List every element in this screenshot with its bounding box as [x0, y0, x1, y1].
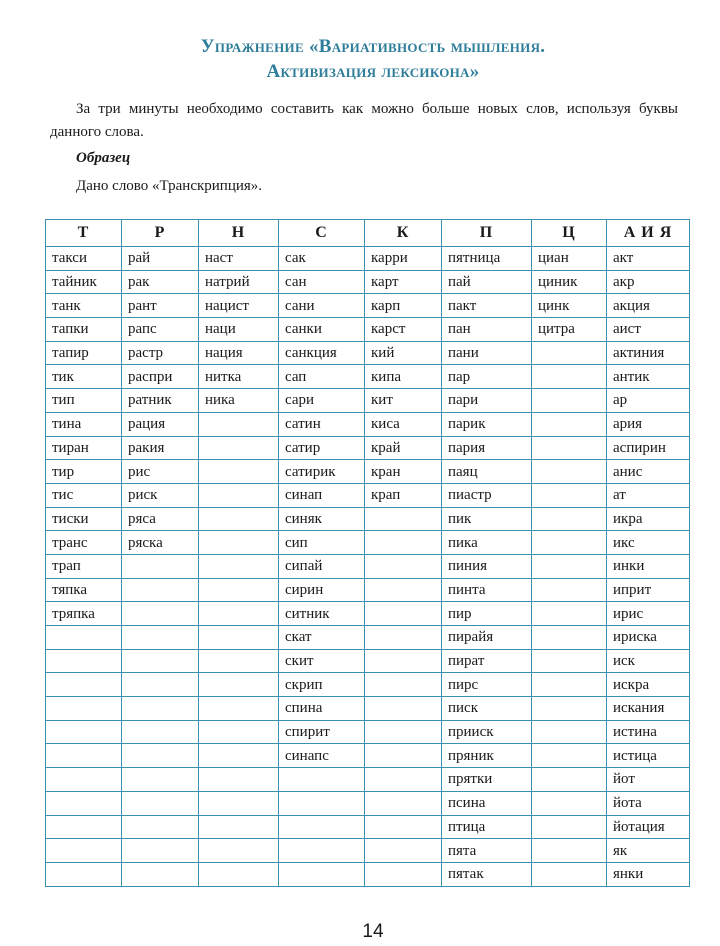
table-cell: [532, 862, 607, 886]
table-cell: иск: [607, 649, 690, 673]
table-cell: аспирин: [607, 436, 690, 460]
table-cell: крап: [365, 483, 442, 507]
table-cell: растр: [122, 341, 199, 365]
table-cell: истина: [607, 720, 690, 744]
table-cell: тик: [46, 365, 122, 389]
table-cell: прииск: [442, 720, 532, 744]
table-cell: рис: [122, 460, 199, 484]
table-cell: истица: [607, 744, 690, 768]
table-row: [46, 815, 690, 839]
table-row: [46, 720, 690, 744]
table-cell: пинта: [442, 578, 532, 602]
table-cell: сан: [279, 270, 365, 294]
table-cell: такси: [46, 247, 122, 271]
table-cell: [122, 862, 199, 886]
table-cell: [199, 412, 279, 436]
table-cell: спирит: [279, 720, 365, 744]
table-cell: [122, 602, 199, 626]
table-cell: пирайя: [442, 626, 532, 650]
table-cell: [46, 720, 122, 744]
intro-paragraph: За три минуты необходимо составить как можно больше новых слов, используя буквы данного слова.: [50, 101, 678, 140]
table-cell: [199, 697, 279, 721]
table-cell: [199, 862, 279, 886]
table-cell: ратник: [122, 389, 199, 413]
table-cell: [532, 839, 607, 863]
column-header: Р: [122, 220, 199, 247]
table-cell: [532, 341, 607, 365]
table-cell: натрий: [199, 270, 279, 294]
table-cell: циник: [532, 270, 607, 294]
table-cell: [365, 626, 442, 650]
table-cell: актиния: [607, 341, 690, 365]
table-cell: тапир: [46, 341, 122, 365]
table-cell: [199, 602, 279, 626]
table-cell: танк: [46, 294, 122, 318]
table-cell: пар: [442, 365, 532, 389]
table-row: [46, 341, 690, 365]
table-cell: [199, 507, 279, 531]
given-word-text: Дано слово «Транскрипция».: [76, 178, 263, 194]
table-cell: [532, 483, 607, 507]
table-cell: [199, 720, 279, 744]
table-cell: [279, 862, 365, 886]
table-cell: [365, 578, 442, 602]
table-cell: паяц: [442, 460, 532, 484]
table-cell: [199, 460, 279, 484]
table-cell: прятки: [442, 768, 532, 792]
table-row: [46, 270, 690, 294]
table-cell: [122, 554, 199, 578]
table-cell: [532, 649, 607, 673]
table-cell: [122, 626, 199, 650]
table-cell: [199, 815, 279, 839]
table-cell: кипа: [365, 365, 442, 389]
table-cell: [199, 649, 279, 673]
table-cell: тир: [46, 460, 122, 484]
table-cell: янки: [607, 862, 690, 886]
table-cell: санки: [279, 318, 365, 342]
table-row: [46, 626, 690, 650]
table-cell: пакт: [442, 294, 532, 318]
table-cell: [46, 791, 122, 815]
table-cell: пик: [442, 507, 532, 531]
table-cell: [122, 649, 199, 673]
table-cell: рак: [122, 270, 199, 294]
table-cell: карт: [365, 270, 442, 294]
table-cell: [279, 815, 365, 839]
table-cell: [122, 768, 199, 792]
table-cell: икс: [607, 531, 690, 555]
table-cell: цитра: [532, 318, 607, 342]
table-cell: [279, 839, 365, 863]
table-cell: спина: [279, 697, 365, 721]
table-cell: синяк: [279, 507, 365, 531]
table-cell: [199, 436, 279, 460]
table-row: [46, 768, 690, 792]
table-row: [46, 578, 690, 602]
table-cell: пика: [442, 531, 532, 555]
table-cell: кий: [365, 341, 442, 365]
table-cell: [532, 673, 607, 697]
table-cell: цинк: [532, 294, 607, 318]
table-row: [46, 412, 690, 436]
table-cell: [46, 839, 122, 863]
table-cell: [365, 602, 442, 626]
table-cell: трап: [46, 554, 122, 578]
table-cell: [199, 483, 279, 507]
table-cell: [532, 436, 607, 460]
table-cell: [532, 578, 607, 602]
page-number: 14: [362, 921, 384, 942]
table-cell: синапс: [279, 744, 365, 768]
table-cell: транс: [46, 531, 122, 555]
table-cell: [532, 365, 607, 389]
words-table-body: [46, 247, 690, 887]
table-cell: [46, 744, 122, 768]
table-cell: [46, 862, 122, 886]
table-cell: [532, 815, 607, 839]
table-cell: [365, 531, 442, 555]
table-cell: парик: [442, 412, 532, 436]
table-cell: тиски: [46, 507, 122, 531]
table-cell: пан: [442, 318, 532, 342]
table-cell: рапс: [122, 318, 199, 342]
table-cell: пария: [442, 436, 532, 460]
table-cell: [122, 815, 199, 839]
column-header: А И Я: [607, 220, 690, 247]
table-cell: йота: [607, 791, 690, 815]
table-cell: рай: [122, 247, 199, 271]
table-cell: пиастр: [442, 483, 532, 507]
table-cell: [199, 626, 279, 650]
table-cell: тяпка: [46, 578, 122, 602]
table-cell: рант: [122, 294, 199, 318]
column-header: Н: [199, 220, 279, 247]
table-row: [46, 673, 690, 697]
table-cell: [199, 839, 279, 863]
table-cell: [46, 673, 122, 697]
table-cell: [532, 697, 607, 721]
table-cell: антик: [607, 365, 690, 389]
table-row: [46, 649, 690, 673]
table-cell: [46, 697, 122, 721]
table-cell: йотация: [607, 815, 690, 839]
table-cell: псина: [442, 791, 532, 815]
table-cell: край: [365, 436, 442, 460]
table-row: [46, 531, 690, 555]
table-cell: тиран: [46, 436, 122, 460]
table-cell: синап: [279, 483, 365, 507]
table-cell: сани: [279, 294, 365, 318]
table-cell: [532, 768, 607, 792]
table-cell: [365, 744, 442, 768]
table-cell: пари: [442, 389, 532, 413]
table-cell: [199, 554, 279, 578]
table-cell: икра: [607, 507, 690, 531]
table-row: [46, 389, 690, 413]
table-cell: [122, 720, 199, 744]
table-cell: [532, 412, 607, 436]
table-cell: [532, 460, 607, 484]
table-cell: наст: [199, 247, 279, 271]
table-cell: [532, 791, 607, 815]
words-table: [45, 219, 690, 887]
table-cell: [365, 720, 442, 744]
table-cell: нацист: [199, 294, 279, 318]
table-cell: наци: [199, 318, 279, 342]
table-cell: ситник: [279, 602, 365, 626]
table-cell: [365, 554, 442, 578]
table-cell: [532, 389, 607, 413]
table-cell: нация: [199, 341, 279, 365]
table-cell: инки: [607, 554, 690, 578]
table-row: [46, 791, 690, 815]
table-row: [46, 862, 690, 886]
table-cell: [532, 531, 607, 555]
table-cell: [199, 744, 279, 768]
table-row: [46, 294, 690, 318]
table-cell: [365, 768, 442, 792]
table-row: [46, 483, 690, 507]
column-header: С: [279, 220, 365, 247]
table-cell: [365, 815, 442, 839]
table-cell: тип: [46, 389, 122, 413]
table-cell: [365, 673, 442, 697]
table-cell: ника: [199, 389, 279, 413]
table-cell: [122, 791, 199, 815]
table-cell: ириска: [607, 626, 690, 650]
table-cell: [46, 768, 122, 792]
table-cell: карри: [365, 247, 442, 271]
table-row: [46, 365, 690, 389]
table-row: [46, 436, 690, 460]
table-cell: [199, 578, 279, 602]
table-cell: ряска: [122, 531, 199, 555]
table-cell: сап: [279, 365, 365, 389]
table-cell: [365, 839, 442, 863]
table-cell: нитка: [199, 365, 279, 389]
table-cell: сари: [279, 389, 365, 413]
table-cell: [46, 649, 122, 673]
exercise-title-line-1: Упражнение «Вариативность мышления.: [200, 36, 546, 57]
table-cell: сатир: [279, 436, 365, 460]
table-cell: пир: [442, 602, 532, 626]
table-cell: киса: [365, 412, 442, 436]
table-cell: [122, 697, 199, 721]
table-cell: [279, 791, 365, 815]
table-row: [46, 554, 690, 578]
table-cell: [199, 531, 279, 555]
table-cell: акция: [607, 294, 690, 318]
table-row: [46, 247, 690, 271]
table-cell: ракия: [122, 436, 199, 460]
table-cell: пята: [442, 839, 532, 863]
table-cell: сатирик: [279, 460, 365, 484]
table-cell: скрип: [279, 673, 365, 697]
table-cell: [46, 815, 122, 839]
table-cell: [46, 626, 122, 650]
table-cell: ар: [607, 389, 690, 413]
table-cell: як: [607, 839, 690, 863]
table-cell: [365, 862, 442, 886]
table-cell: ряса: [122, 507, 199, 531]
table-cell: анис: [607, 460, 690, 484]
column-header: П: [442, 220, 532, 247]
table-cell: [199, 768, 279, 792]
table-row: [46, 318, 690, 342]
table-cell: карп: [365, 294, 442, 318]
table-cell: [365, 649, 442, 673]
table-cell: пряник: [442, 744, 532, 768]
table-cell: пирс: [442, 673, 532, 697]
table-cell: писк: [442, 697, 532, 721]
table-cell: акт: [607, 247, 690, 271]
table-cell: кит: [365, 389, 442, 413]
table-cell: [532, 507, 607, 531]
table-cell: ирис: [607, 602, 690, 626]
table-cell: пай: [442, 270, 532, 294]
table-cell: сипай: [279, 554, 365, 578]
table-cell: [365, 507, 442, 531]
table-cell: циан: [532, 247, 607, 271]
table-cell: сип: [279, 531, 365, 555]
table-row: [46, 839, 690, 863]
table-cell: [532, 554, 607, 578]
table-cell: [532, 720, 607, 744]
table-cell: скит: [279, 649, 365, 673]
table-cell: [532, 626, 607, 650]
table-cell: акр: [607, 270, 690, 294]
table-cell: тис: [46, 483, 122, 507]
table-cell: [365, 791, 442, 815]
table-cell: [532, 744, 607, 768]
table-cell: [122, 744, 199, 768]
table-cell: ария: [607, 412, 690, 436]
table-cell: пятак: [442, 862, 532, 886]
table-cell: [122, 673, 199, 697]
table-cell: скат: [279, 626, 365, 650]
table-cell: карст: [365, 318, 442, 342]
table-cell: тайник: [46, 270, 122, 294]
table-cell: рация: [122, 412, 199, 436]
table-cell: птица: [442, 815, 532, 839]
table-cell: пиния: [442, 554, 532, 578]
table-row: [46, 507, 690, 531]
table-cell: [279, 768, 365, 792]
exercise-title: [0, 34, 720, 84]
table-cell: сак: [279, 247, 365, 271]
table-cell: распри: [122, 365, 199, 389]
table-cell: тряпка: [46, 602, 122, 626]
table-cell: [122, 839, 199, 863]
table-cell: [199, 673, 279, 697]
table-cell: ат: [607, 483, 690, 507]
table-cell: санкция: [279, 341, 365, 365]
column-header: К: [365, 220, 442, 247]
table-cell: сатин: [279, 412, 365, 436]
table-cell: искра: [607, 673, 690, 697]
table-cell: пират: [442, 649, 532, 673]
table-cell: иприт: [607, 578, 690, 602]
table-cell: тина: [46, 412, 122, 436]
table-cell: риск: [122, 483, 199, 507]
table-cell: [199, 791, 279, 815]
column-header: Ц: [532, 220, 607, 247]
table-row: [46, 602, 690, 626]
table-cell: [532, 602, 607, 626]
table-header-row: [46, 220, 690, 247]
table-cell: пятница: [442, 247, 532, 271]
table-cell: [122, 578, 199, 602]
table-cell: кран: [365, 460, 442, 484]
table-row: [46, 697, 690, 721]
exercise-title-line-2: Активизация лексикона»: [266, 61, 480, 82]
table-cell: сирин: [279, 578, 365, 602]
table-row: [46, 460, 690, 484]
table-cell: искания: [607, 697, 690, 721]
sample-label: Образец: [76, 150, 131, 166]
table-cell: пани: [442, 341, 532, 365]
column-header: Т: [46, 220, 122, 247]
table-cell: [365, 697, 442, 721]
table-cell: аист: [607, 318, 690, 342]
table-row: [46, 744, 690, 768]
table-cell: тапки: [46, 318, 122, 342]
table-cell: йот: [607, 768, 690, 792]
